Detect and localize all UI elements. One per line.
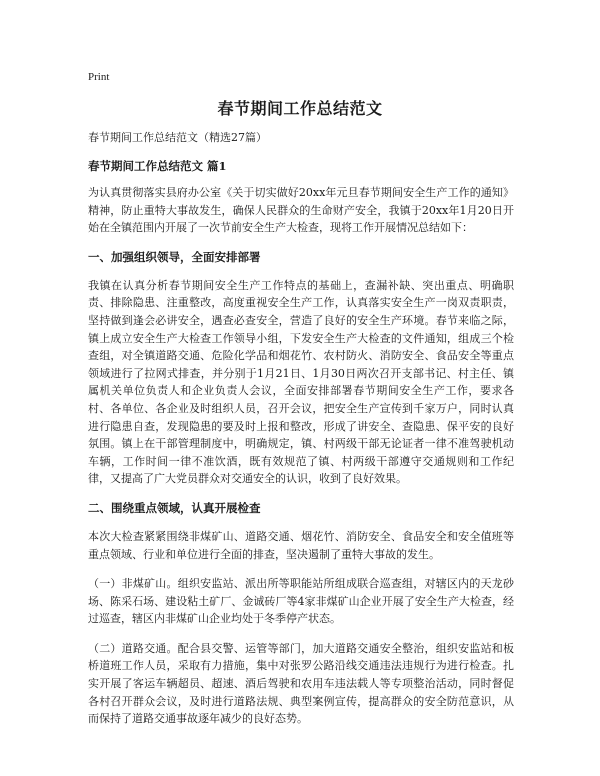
print-link[interactable]: Print xyxy=(88,71,110,83)
section-heading-1: 一、加强组织领导，全面安排部署 xyxy=(88,249,261,264)
section-2-paragraph: 本次大检查紧紧围绕非煤矿山、道路交通、烟花竹、消防安全、食品安全和安全值班等重点领域、行业和单位进行全面的排查，坚决遏制了重特大事故的发生。 xyxy=(88,529,514,561)
page-title: 春节期间工作总结范文 xyxy=(217,99,383,118)
item-2-paragraph: （二）道路交通。配合县交警、运管等部门，加大道路交通安全整治，组织安监站和板桥道班工作人员，采取有力措施，集中对张罗公路沿线交通违法违规行为进行检查。扎实开展了客运车辆超员、超速、酒后驾驶和农用车违法载人等专项整治活动，同时督促各村召开群众会议，及时进行道路法规、典型案例宣传，提高群众的安全防范意识，从而保持了道路交通事故逐年减少的良好态势。 xyxy=(88,641,514,726)
article-subtitle: 春节期间工作总结范文（精选27篇） xyxy=(88,131,267,144)
section-heading-2: 二、围绕重点领域，认真开展检查 xyxy=(88,500,261,515)
section-1-paragraph: 我镇在认真分析春节期间安全生产工作特点的基础上，查漏补缺、突出重点、明确职责、排除隐患、注重整改，高度重视安全生产工作，认真落实安全生产一岗双责职责，坚持做到逢会必讲安全，遇查必查安全，营造了良好的安全生产环境。春节来临之际，镇上成立安全生产大检查工作领导小组，下发安全生产大检查的文件通知，组成三个检查组，对全镇道路交通、危险化学品和烟花竹、农村防火、消防安全、食品安全等重点领域进行了拉网式排查，并分别于1月21日、1月30日两次召开支部书记、村主任、镇属机关单位负责人和企业负责人会议，全面安排部署春节期间安全生产工作，要求各村、各单位、各企业及时组织人员，召开会议，把安全生产宣传到千家万户，同时认真进行隐患自查，发现隐患的要及时上报和整改，形成了讲安全、查隐患、保平安的良好氛围。镇上在干部管理制度中，明确规定，镇、村两级干部无论证者一律不准驾驶机动车辆，工作时间一律不准饮酒，既有效规范了镇、村两级干部遵守交通规则和工作纪律，又提高了广大党员群众对交通安全的认识，收到了良好效果。 xyxy=(88,278,514,486)
article-content xyxy=(88,130,514,740)
intro-paragraph: 为认真贯彻落实县府办公室《关于切实做好20xx年元旦春节期间安全生产工作的通知》精神，防止重特大事故发生，确保人民群众的生命财产安全，我镇于20xx年1月20日开始在全镇范围内开展了一次节前安全生产大检查，现将工作开展情况总结如下： xyxy=(88,186,514,235)
item-1-paragraph: （一）非煤矿山。组织安监站、派出所等职能站所组成联合巡查组，对辖区内的天龙砂场、陈采石场、建设粘土矿厂、金诚砖厂等4家非煤矿山企业开展了安全生产大检查，经过巡查，辖区内非煤矿山企业均处于冬季停产状态。 xyxy=(88,577,514,626)
article-heading: 春节期间工作总结范文 篇1 xyxy=(88,159,227,173)
